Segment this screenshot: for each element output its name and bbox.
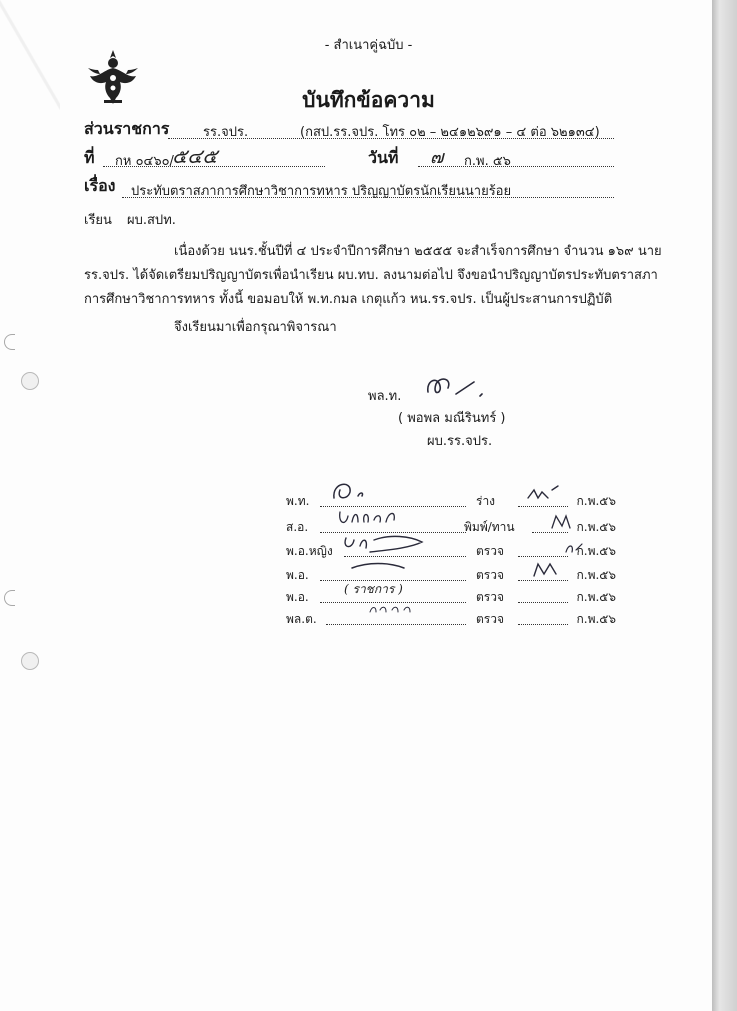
punch-hole — [21, 652, 39, 670]
subject-value: ประทับตราสภาการศึกษาวิชาการทหาร ปริญญาบัตรนักเรียนนายร้อย — [131, 184, 512, 199]
punch-hole — [21, 372, 39, 390]
routing-action: ตรวจ — [476, 544, 505, 558]
routing-action: ตรวจ — [476, 568, 505, 582]
scan-edge — [712, 0, 737, 1011]
handwritten-routing-note: ( ราชการ ) — [344, 582, 403, 596]
routing-title: พ.อ.หญิง — [286, 544, 333, 558]
routing-action: ตรวจ — [476, 590, 505, 604]
signer-rank: พล.ท. — [368, 389, 402, 404]
initial-scribble — [366, 602, 416, 616]
handwritten-day: ๗ — [430, 147, 444, 168]
punch-hole — [4, 334, 15, 350]
agency-label: ส่วนราชการ — [84, 119, 170, 138]
agency-underline — [168, 138, 614, 139]
initial-scribble — [548, 512, 578, 532]
subject-label: เรื่อง — [84, 176, 116, 195]
date-value: ก.พ. ๕๖ — [464, 154, 511, 169]
routing-title: พ.อ. — [286, 590, 309, 604]
date-underline — [418, 166, 614, 167]
routing-date: ก.พ.๕๖ — [576, 544, 616, 558]
date-label: วันที่ — [368, 148, 399, 167]
ref-underline — [103, 166, 325, 167]
initial-scribble — [524, 484, 564, 504]
routing-date: ก.พ.๕๖ — [576, 590, 616, 604]
routing-action: ตรวจ — [476, 612, 505, 626]
initial-scribble — [336, 504, 406, 528]
closing-line: จึงเรียนมาเพื่อกรุณาพิจารณา — [174, 320, 337, 335]
routing-title: พล.ต. — [286, 612, 317, 626]
ref-label: ที่ — [84, 148, 95, 167]
routing-date: ก.พ.๕๖ — [576, 494, 616, 508]
routing-date: ก.พ.๕๖ — [576, 568, 616, 582]
routing-date: ก.พ.๕๖ — [576, 520, 616, 534]
ref-value: กห ๐๔๖๐/ — [115, 154, 174, 169]
agency-contact: (กสป.รร.จปร. โทร ๐๒ – ๒๔๑๒๖๙๑ – ๔ ต่อ ๖๒๑๓๔) — [300, 125, 600, 140]
routing-row — [286, 566, 616, 584]
signer-position: ผบ.รร.จปร. — [427, 434, 493, 449]
body-line-2: รร.จปร. ได้จัดเตรียมปริญญาบัตรเพื่อนำเรียน ผบ.ทบ. ลงนามต่อไป จึงขอนำปริญญาบัตรประทับตราสภา — [84, 268, 658, 283]
routing-date: ก.พ.๕๖ — [576, 612, 616, 626]
addressee-label: เรียน — [84, 213, 112, 228]
copy-mark: - สำเนาคู่ฉบับ - — [324, 38, 413, 53]
routing-title: พ.อ. — [286, 568, 309, 582]
handwritten-ref-number: ๕๔๕ — [172, 144, 218, 168]
initial-scribble — [562, 540, 586, 556]
initial-scribble — [348, 558, 408, 576]
routing-action: พิมพ์/ทาน — [464, 520, 515, 534]
routing-title: ส.อ. — [286, 520, 309, 534]
routing-row — [286, 588, 616, 606]
routing-title: พ.ท. — [286, 494, 310, 508]
signer-name: ( พอพล มณีรินทร์ ) — [398, 411, 506, 426]
memo-title: บันทึกข้อความ — [302, 88, 435, 112]
routing-action: ร่าง — [476, 494, 496, 508]
signature-scribble — [422, 370, 502, 404]
body-line-1: เนื่องด้วย นนร.ชั้นปีที่ ๔ ประจำปีการศึกษา ๒๕๕๕ จะสำเร็จการศึกษา จำนวน ๑๖๙ นาย — [174, 244, 662, 259]
agency-value: รร.จปร. — [203, 125, 249, 140]
body-line-3: การศึกษาวิชาการทหาร ทั้งนี้ ขอมอบให้ พ.ท.กมล เกตุแก้ว หน.รร.จปร. เป็นผู้ประสานการปฏิบัติ — [84, 292, 613, 307]
routing-row — [286, 610, 616, 628]
punch-hole — [4, 590, 15, 606]
initial-scribble — [330, 476, 380, 504]
addressee-value: ผบ.สปท. — [127, 213, 176, 228]
initial-scribble — [530, 560, 560, 580]
subject-underline — [122, 197, 614, 198]
initial-scribble — [340, 530, 430, 558]
